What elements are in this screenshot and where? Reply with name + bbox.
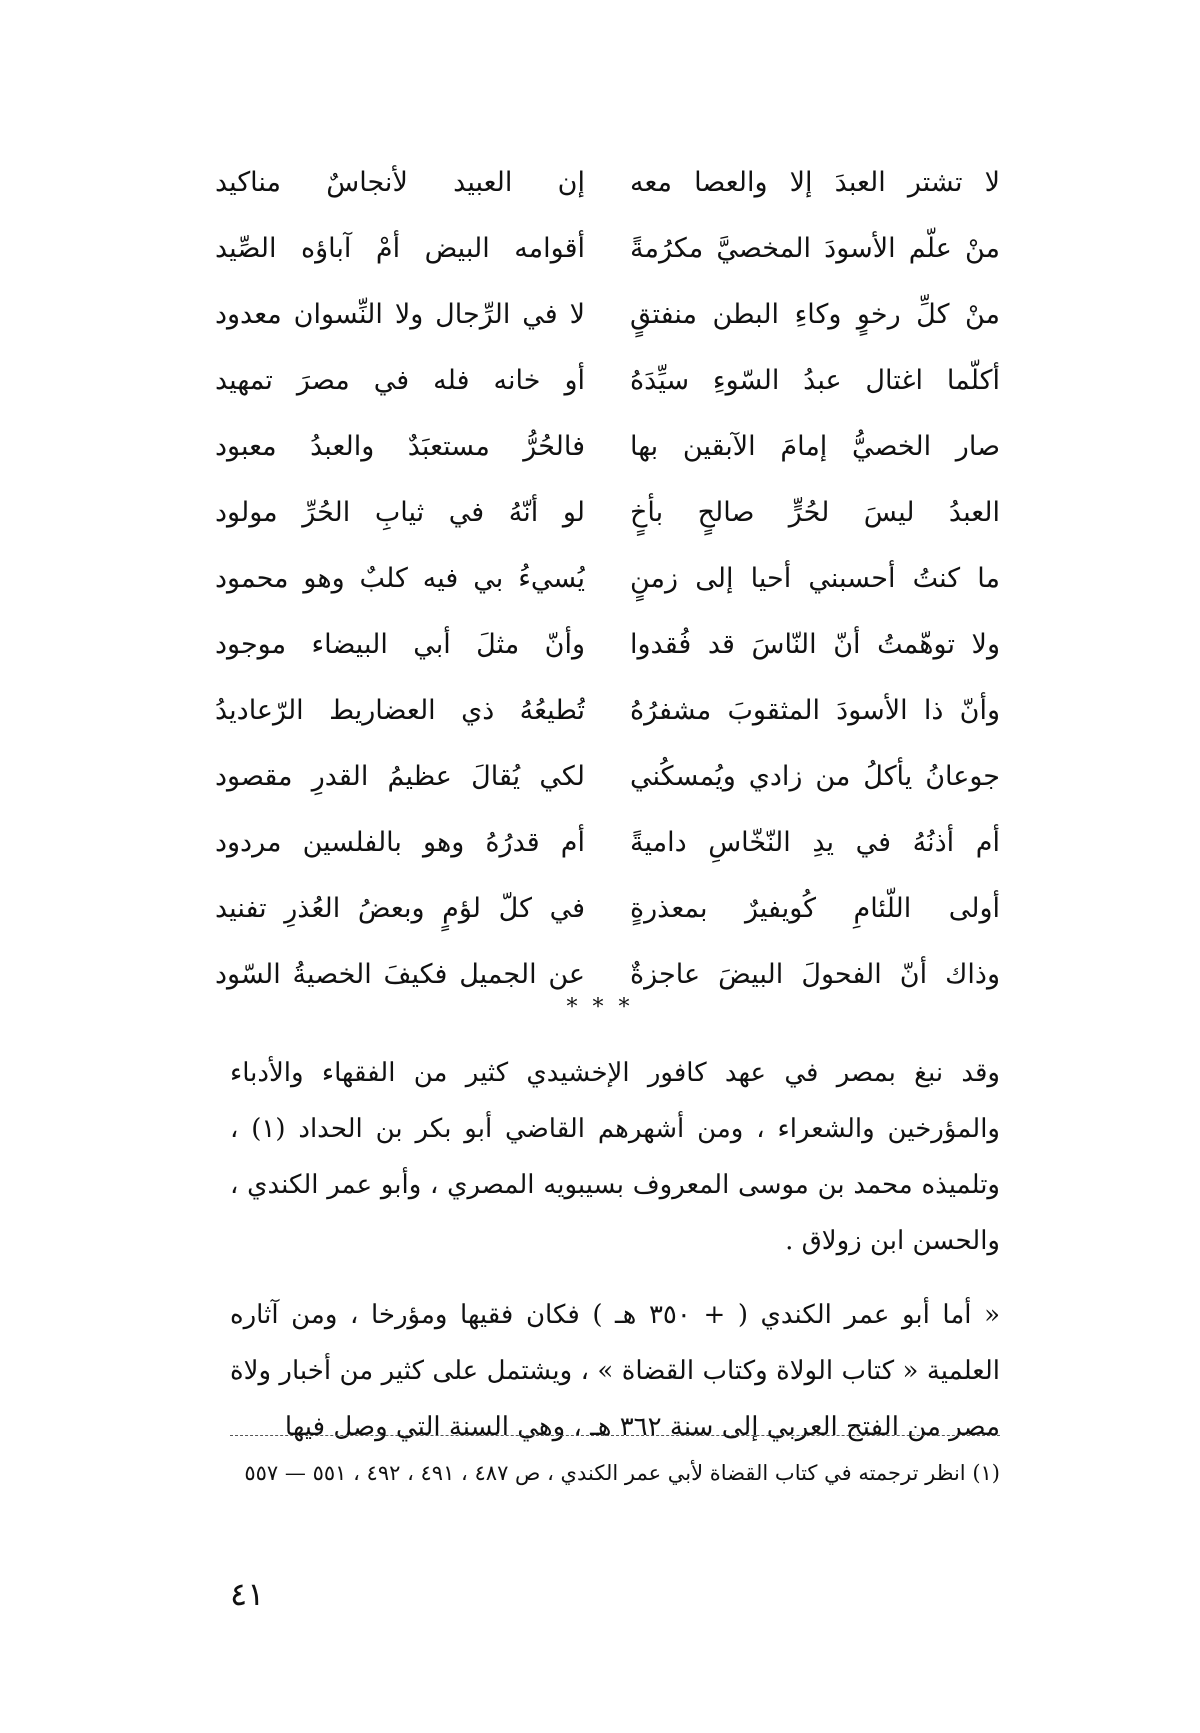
verse-second-hemistich: فالحُرُّ مستعبَدٌ والعبدُ معبود <box>215 431 585 462</box>
verse <box>215 216 1000 282</box>
verse-first-hemistich: لا تشتر العبدَ إلا والعصا معه <box>630 167 1000 198</box>
verse <box>215 348 1000 414</box>
verse-first-hemistich: ما كنتُ أحسبني أحيا إلى زمنٍ <box>630 563 1000 594</box>
verse-first-hemistich: أولى اللّئامِ كُويفيرٌ بمعذرةٍ <box>630 893 1000 924</box>
verse-second-hemistich: أو خانه فله في مصرَ تمهيد <box>215 365 585 396</box>
verse-first-hemistich: ولا توهّمتُ أنّ النّاسَ قد فُقدوا <box>630 629 1000 660</box>
verse-second-hemistich: لكي يُقالَ عظيمُ القدرِ مقصود <box>215 761 585 792</box>
verse-second-hemistich: وأنّ مثلَ أبي البيضاء موجود <box>215 629 585 660</box>
verse <box>215 744 1000 810</box>
verse-first-hemistich: وأنّ ذا الأسودَ المثقوبَ مشفرُهُ <box>630 695 1000 726</box>
verse-second-hemistich: عن الجميل فكيفَ الخصيةُ السّود <box>215 959 585 990</box>
verse-first-hemistich: أكلّما اغتال عبدُ السّوءِ سيِّدَهُ <box>630 365 1000 396</box>
poem <box>215 150 1000 1008</box>
verse-first-hemistich: وذاك أنّ الفحولَ البيضَ عاجزةٌ <box>630 959 1000 990</box>
verse-second-hemistich: لو أنّهُ في ثيابِ الحُرِّ مولود <box>215 497 585 528</box>
verse <box>215 414 1000 480</box>
footnote: (١) انظر ترجمته في كتاب القضاة لأبي عمر الكندي ، ص ٤٨٧ ، ٤٩١ ، ٤٩٢ ، ٥٥١ — ٥٥٧ <box>244 1461 1000 1485</box>
verse-second-hemistich: يُسيءُ بي فيه كلبٌ وهو محمود <box>215 563 585 594</box>
verse-second-hemistich: أم قدرُهُ وهو بالفلسين مردود <box>215 827 585 858</box>
verse-second-hemistich: أقوامه البيض أمْ آباؤه الصِّيد <box>215 233 585 264</box>
verse-first-hemistich: منْ علّم الأسودَ المخصيَّ مكرُمةً <box>630 233 1000 264</box>
verse-second-hemistich: إن العبيد لأنجاسٌ مناكيد <box>215 167 585 198</box>
verse-second-hemistich: في كلّ لؤمٍ وبعضُ العُذرِ تفنيد <box>215 893 585 924</box>
verse <box>215 282 1000 348</box>
paragraph: « أما أبو عمر الكندي ( + ٣٥٠ هـ ) فكان فقيها ومؤرخا ، ومن آثاره العلمية « كتاب الولاة وكتاب القضاة » ، ويشتمل على كثير من أخبار ولاة مصر من الفتح العربي إلى سنة ٣٦٢ هـ ، وهي السنة التي وصل فيها <box>230 1300 1000 1442</box>
verse <box>215 876 1000 942</box>
verse <box>215 480 1000 546</box>
paragraph: وقد نبغ بمصر في عهد كافور الإخشيدي كثير من الفقهاء والأدباء والمؤرخين والشعراء ، ومن أشهرهم القاضي أبو بكر بن الحداد (١) ، وتلميذه محمد بن موسى المعروف بسيبويه المصري ، وأبو عمر الكندي ، والحسن ابن زولاق . <box>230 1058 1000 1256</box>
footnote-divider <box>230 1435 1000 1436</box>
verse <box>215 612 1000 678</box>
body-text <box>230 1045 1000 1473</box>
verse-first-hemistich: منْ كلِّ رخوٍ وكاءِ البطن منفتقٍ <box>630 299 1000 330</box>
verse <box>215 546 1000 612</box>
verse-first-hemistich: صار الخصيُّ إمامَ الآبقين بها <box>630 431 1000 462</box>
verse <box>215 678 1000 744</box>
verse-first-hemistich: جوعانُ يأكلُ من زادي ويُمسكُني <box>630 761 1000 792</box>
page-number: ٤١ <box>230 1575 265 1613</box>
section-separator: * * * <box>566 995 634 1020</box>
verse-first-hemistich: أم أذنُهُ في يدِ النّخّاسِ داميةً <box>630 827 1000 858</box>
verse <box>215 150 1000 216</box>
verse-first-hemistich: العبدُ ليسَ لحُرٍّ صالحٍ بأخٍ <box>630 497 1000 528</box>
verse-second-hemistich: تُطيعُهُ ذي العضاريط الرّعاديدُ <box>215 695 585 726</box>
verse-second-hemistich: لا في الرِّجال ولا النِّسوان معدود <box>215 299 585 330</box>
verse <box>215 810 1000 876</box>
